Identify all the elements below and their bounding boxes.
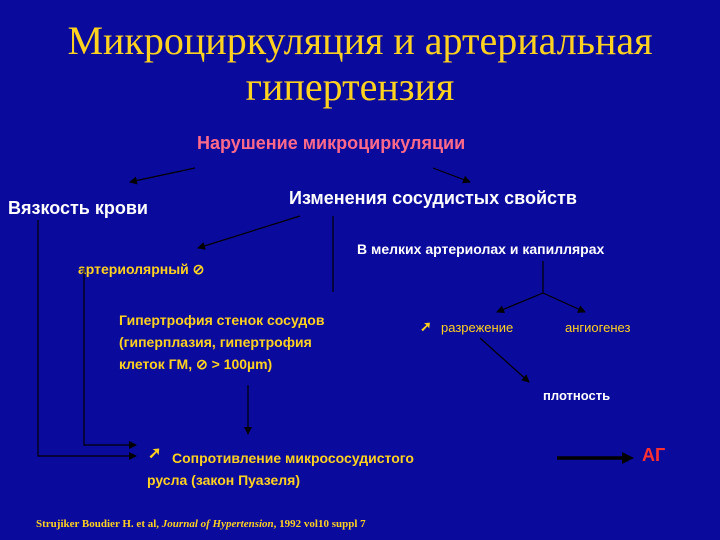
arrow-to-rarefaction (497, 293, 543, 312)
title-line-2: гипертензия (245, 64, 455, 109)
up-arrow-icon: ➚ (420, 318, 432, 334)
node-angiogenesis: ангиогенез (565, 320, 631, 335)
reference-journal: Journal of Hypertension (161, 518, 274, 530)
up-arrow-icon: ➚ (148, 445, 162, 462)
node-ag: АГ (642, 445, 666, 465)
resistance-line-1: Сопротивление микрососудистого (172, 450, 414, 466)
arrow-root-to-viscosity (130, 168, 195, 182)
title-line-1: Микроциркуляция и артериальная (67, 18, 653, 63)
node-viscosity: Вязкость крови (8, 198, 149, 218)
reference-authors: Strujiker Boudier H. et al, (36, 518, 162, 530)
node-density: плотность (543, 388, 611, 403)
node-vessel-changes: Изменения сосудистых свойств (289, 188, 577, 208)
node-root: Нарушение микроциркуляции (197, 133, 466, 153)
arrow-to-angiogenesis (543, 293, 585, 312)
arrow-to-density (480, 338, 529, 382)
reference-details: , 1992 vol10 suppl 7 (273, 518, 366, 530)
arrow-to-arteriolar (198, 216, 300, 248)
arrow-viscosity-to-resistance (38, 220, 136, 456)
hypertrophy-line-2: (гиперплазия, гипертрофия (119, 334, 312, 350)
node-arteriolar: артериолярный ⊘ (78, 261, 205, 277)
resistance-line-2: русла (закон Пуазеля) (147, 472, 301, 488)
node-small-vessels: В мелких артериолах и капиллярах (357, 241, 605, 257)
hypertrophy-line-3: клеток ГМ, ⊘ > 100µm) (119, 356, 273, 372)
hypertrophy-line-1: Гипертрофия стенок сосудов (119, 312, 325, 328)
node-rarefaction: разрежение (441, 320, 514, 335)
arrow-arteriolar-to-resistance (84, 268, 136, 445)
arrow-root-to-vessels (433, 168, 470, 182)
